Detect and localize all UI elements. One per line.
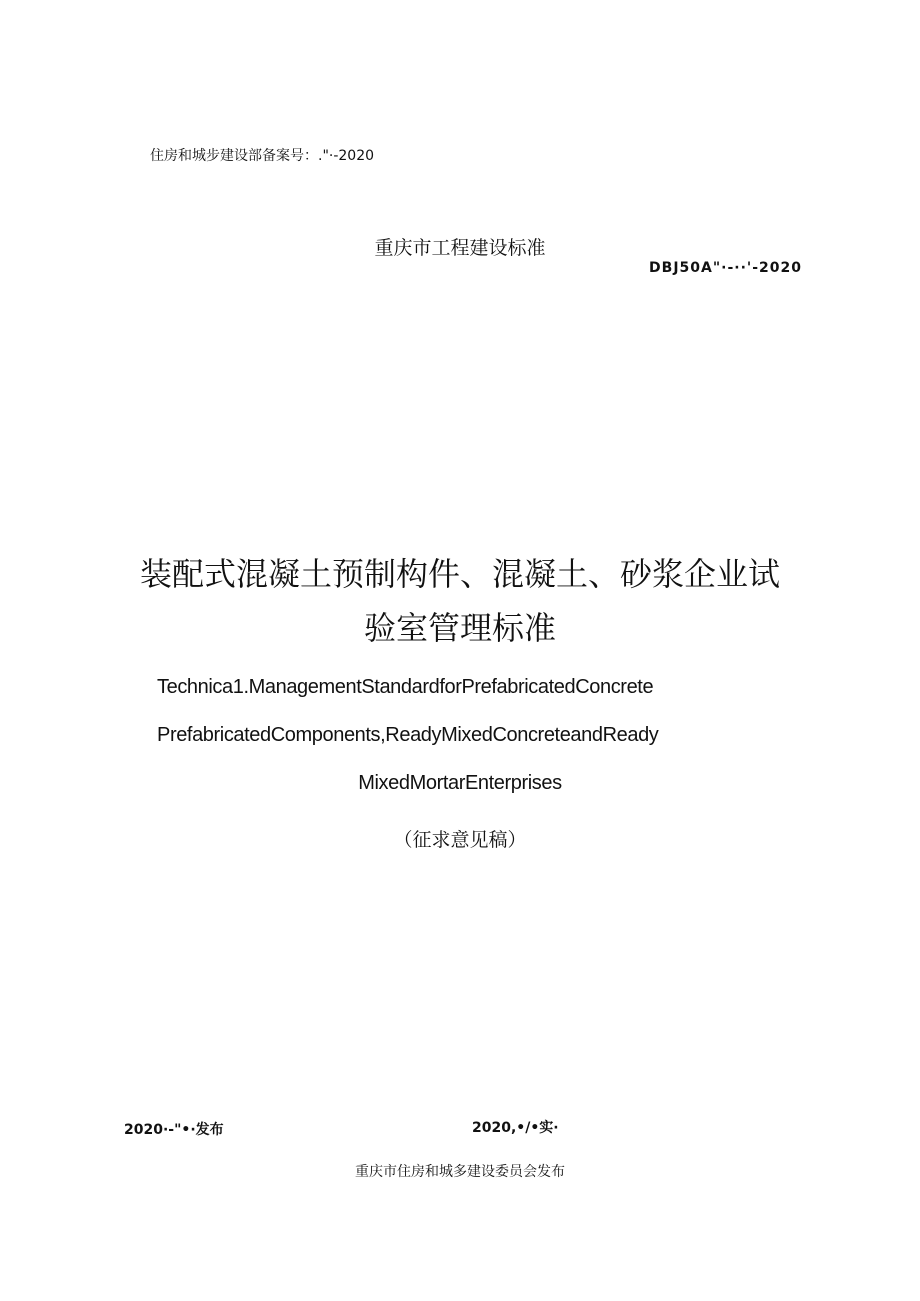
issue-date: 2020·-"•·发布 bbox=[124, 1122, 224, 1138]
title-en-line-2: PrefabricatedComponents,ReadyMixedConcreteandReady bbox=[157, 724, 659, 746]
title-en-line-3: MixedMortarEnterprises bbox=[358, 772, 562, 794]
title-en-line-1: Technica1.ManagementStandardforPrefabricatedConcrete bbox=[157, 676, 654, 698]
effective-date: 2020,•/•实· bbox=[472, 1120, 559, 1136]
draft-note: （征求意见稿） bbox=[393, 829, 527, 851]
standard-code: DBJ50A"·-··'-2020 bbox=[649, 260, 802, 276]
filing-number: 住房和城步建设部备案号：."·-2020 bbox=[150, 148, 375, 164]
title-zh-line-1: 装配式混凝土预制构件、混凝土、砂浆企业试 bbox=[139, 555, 780, 593]
title-zh-line-2: 验室管理标准 bbox=[363, 609, 556, 647]
publisher: 重庆市住房和城多建设委员会发布 bbox=[355, 1164, 565, 1180]
standard-series: 重庆市工程建设标准 bbox=[374, 237, 546, 259]
